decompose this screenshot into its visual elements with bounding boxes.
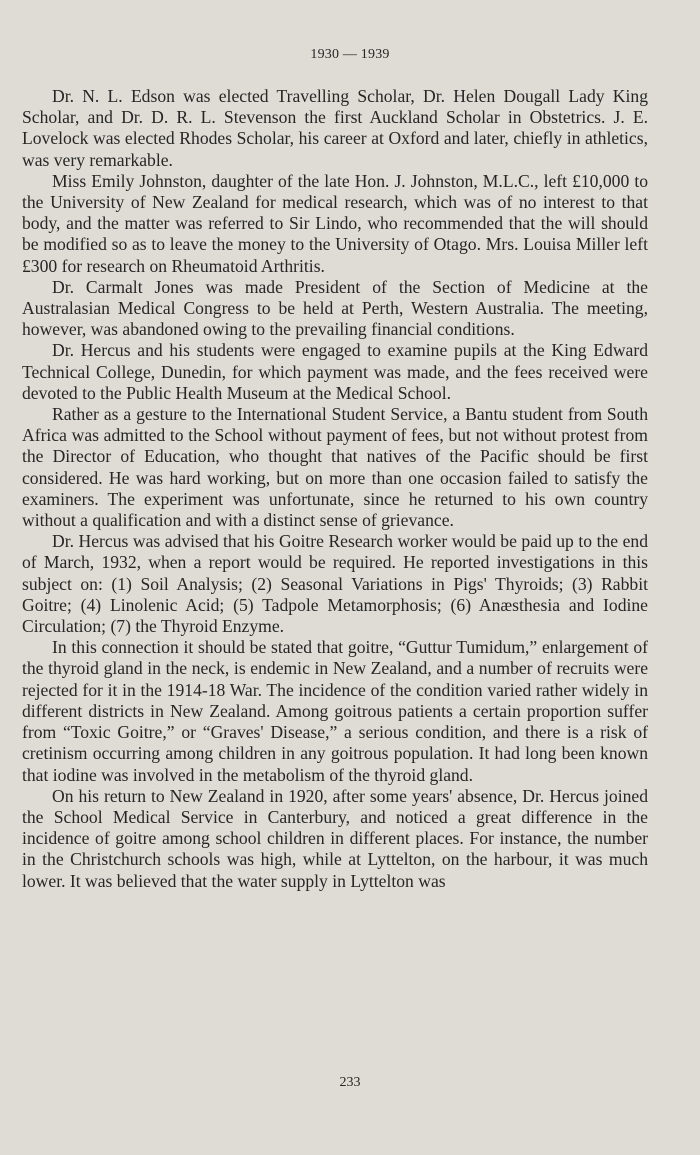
paragraph-bantu-student: Rather as a gesture to the International Student Service, a Bantu student from South Africa was admitted to the School without payment of fees, but not without protest from the Director of Education, who thought that natives of the Pacific should be first considered. He was hard working, but on more than one occasion failed to satisfy the examiners. The experiment was unfortunate, since he returned to his own country without a qualification and with a distinct sense of grievance.	[22, 404, 648, 531]
paragraph-hercus-return: On his return to New Zealand in 1920, after some years' absence, Dr. Hercus joined the School Medical Service in Canterbury, and noticed a great difference in the incidence of goitre among school children in different places. For instance, the number in the Christchurch schools was high, while at Lyttelton, on the harbour, it was much lower. It was believed that the water supply in Lyttelton was	[22, 785, 648, 891]
paragraph-goitre-background: In this connection it should be stated that goitre, “Guttur Tumidum,” enlargement of the thyroid gland in the neck, is endemic in New Zealand, and a number of recruits were rejected for it in the 1914-18 War. The incidence of the condition varied rather widely in different districts in New Zealand. Among goitrous patients a certain proportion suffer from “Toxic Goitre,” or “Graves' Disease,” a serious condition, and there is a risk of cretinism occurring among children in any goitrous population. It had long been known that iodine was involved in the metabolism of the thyroid gland.	[22, 637, 648, 785]
body-text	[22, 86, 648, 892]
paragraph-travelling-scholars: Dr. N. L. Edson was elected Travelling Scholar, Dr. Helen Dougall Lady King Scholar, and Dr. D. R. L. Stevenson the first Auckland Scholar in Obstetrics. J. E. Lovelock was elected Rhodes Scholar, his career at Oxford and later, chiefly in athletics, was very remarkable.	[22, 86, 648, 170]
paragraph-goitre-research: Dr. Hercus was advised that his Goitre Research worker would be paid up to the end of March, 1932, when a report would be required. He reported investigations in this subject on: (1) Soil Analysis; (2) Seasonal Variations in Pigs' Thyroids; (3) Rabbit Goitre; (4) Linolenic Acid; (5) Tadpole Metamorphosis; (6) Anæsthesia and Iodine Circulation; (7) the Thyroid Enzyme.	[22, 531, 648, 637]
page-number: 233	[339, 1075, 361, 1090]
running-head: 1930 — 1939	[310, 47, 390, 62]
paragraph-johnston-bequest: Miss Emily Johnston, daughter of the late Hon. J. Johnston, M.L.C., left £10,000 to the University of New Zealand for medical research, which was of no interest to that body, and the matter was referred to Sir Lindo, who recommended that the will should be modified so as to leave the money to the University of Otago. Mrs. Louisa Miller left £300 for research on Rheumatoid Arthritis.	[22, 170, 648, 276]
paragraph-medical-congress: Dr. Carmalt Jones was made President of the Section of Medicine at the Australasian Medical Congress to be held at Perth, Western Australia. The meeting, however, was abandoned owing to the prevailing financial conditions.	[22, 276, 648, 340]
paragraph-technical-college: Dr. Hercus and his students were engaged to examine pupils at the King Edward Technical College, Dunedin, for which payment was made, and the fees received were devoted to the Public Health Museum at the Medical School.	[22, 340, 648, 403]
